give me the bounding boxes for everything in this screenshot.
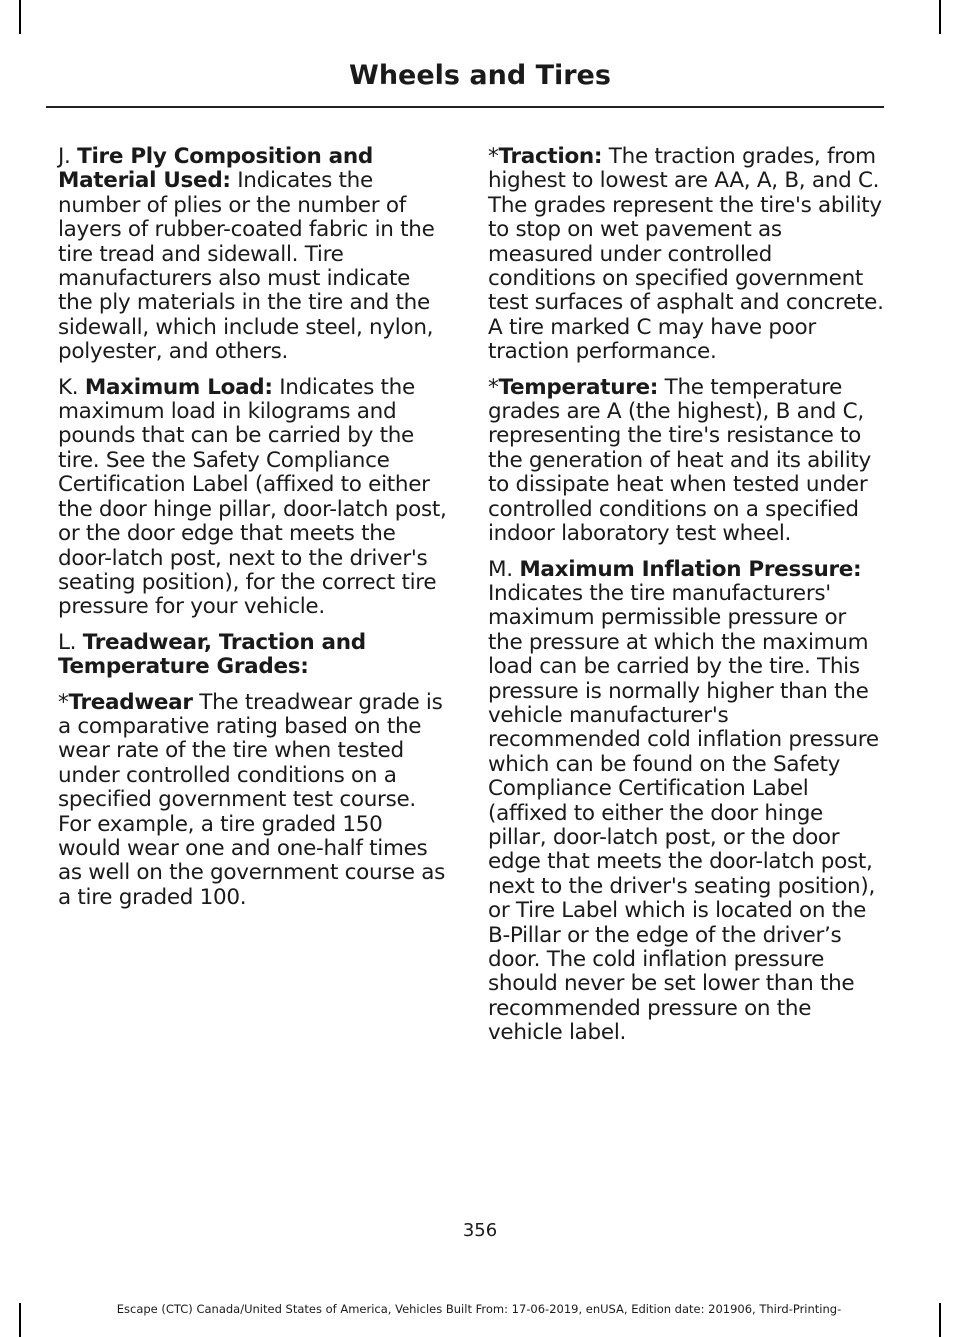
header-divider (46, 106, 884, 108)
paragraph-text: The treadwear grade is a comparative rating based on the wear rate of the tire when tested under controlled conditions on a specified government test course. For example, a tire graded 150 would wear one and one-half times as well on the government course as a tire graded 100. (58, 689, 446, 910)
crop-mark-bottom-left (19, 1303, 21, 1337)
crop-mark-top-left (19, 0, 21, 34)
paragraph-text: Indicates the number of plies or the number of layers of rubber-coated fabric in the tire tread and sidewall. Tire manufacturers also must indicate the ply materials in the tire and the sidewall, which include steel, nylon, polyester, and others. (58, 168, 435, 365)
right-column (488, 145, 884, 1057)
paragraph-text: The temperature grades are A (the highest), B and C, representing the tire's resistance to the generation of heat and its ability to dissipate heat when tested under controlled conditions on a specified indoor laboratory test wheel. (488, 374, 871, 547)
paragraph-temperature (488, 376, 884, 547)
paragraph-traction (488, 145, 884, 365)
footer-edition-info: Escape (CTC) Canada/United States of America, Vehicles Built From: 17-06-2019, enUSA, Edition date: 201906, Third-Printing- (116, 1302, 842, 1316)
paragraph-maximum-inflation (488, 558, 884, 1046)
left-column (58, 145, 450, 921)
paragraph-text: Indicates the maximum load in kilograms and pounds that can be carried by the tire. See the Safety Compliance Certification Label (affixed to either the door hinge pillar, door-latch post, or the door edge that meets the door-latch post, next to the driver's seating position), for the correct tire pressure for your vehicle. (58, 374, 447, 620)
paragraph-prefix: J. (58, 144, 78, 169)
paragraph-text: The traction grades, from highest to lowest are AA, A, B, and C. The grades represent the tire's ability to stop on wet pavement as measured under controlled conditions on specified government test surfaces of asphalt and concrete. A tire marked C may have poor traction performance. (488, 144, 884, 365)
paragraph-heading: Tire Ply Composition and Material Used: (58, 144, 373, 194)
crop-mark-bottom-right (939, 1303, 941, 1337)
paragraph-heading: Traction: (498, 144, 603, 169)
page-title: Wheels and Tires (349, 60, 611, 91)
paragraph-heading: Maximum Load: (84, 374, 273, 400)
paragraph-prefix: * (488, 374, 499, 400)
paragraph-tire-ply (58, 145, 450, 365)
paragraph-prefix: M. (488, 556, 520, 582)
paragraph-prefix: K. (58, 374, 85, 400)
crop-mark-top-right (939, 0, 941, 34)
paragraph-heading: Treadwear (68, 689, 193, 715)
paragraph-heading: Treadwear, Traction and Temperature Grades: (58, 629, 366, 680)
paragraph-grades (58, 631, 450, 680)
paragraph-treadwear (58, 691, 450, 911)
paragraph-text: Indicates the tire manufacturers' maximum permissible pressure or the pressure at which the maximum load can be carried by the tire. This pressure is normally higher than the vehicle manufacturer's recommended cold inflation pressure which can be found on the Safety Compliance Certification Label (affixed to either the door hinge pillar, door-latch post, or the door edge that meets the door-latch post, next to the driver's seating position), or Tire Label which is located on the B-Pillar or the edge of the driver’s door. The cold inflation pressure should never be set lower than the recommended pressure on the vehicle label. (488, 580, 879, 1046)
paragraph-prefix: * (58, 689, 69, 715)
paragraph-maximum-load (58, 376, 450, 620)
page-number: 356 (462, 1220, 498, 1241)
paragraph-prefix: * (488, 144, 499, 169)
paragraph-heading: Maximum Inflation Pressure: (519, 556, 862, 582)
paragraph-heading: Temperature: (498, 374, 659, 400)
paragraph-prefix: L. (58, 629, 83, 655)
